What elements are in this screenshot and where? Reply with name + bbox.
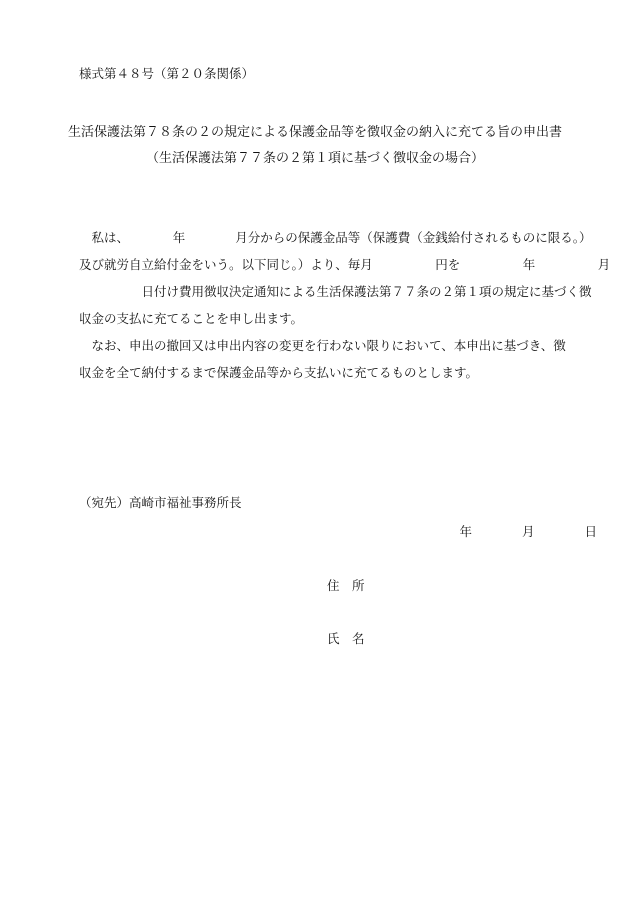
addressee: （宛先）高崎市福祉事務所長 [79, 495, 242, 510]
body-line: 及び就労自立給付金をいう。以下同じ。）より、毎月 円を 年 月 [79, 257, 611, 272]
body-line: 私は、 年 月分からの保護金品等（保護費（金銭給付されるものに限る。） [79, 230, 592, 245]
document-subtitle: （生活保護法第７７条の２第１項に基づく徴収金の場合） [145, 151, 484, 166]
body-line: 収金の支払に充てることを申し出ます。 [79, 311, 304, 326]
document-title: 生活保護法第７８条の２の規定による保護金品等を徴収金の納入に充てる旨の申出書 [67, 125, 562, 140]
body-line: なお、申出の撤回又は申出内容の変更を行わない限りにおいて、本申出に基づき、徴 [79, 338, 566, 353]
address-label: 住 所 [327, 578, 365, 593]
body-line: 収金を全て納付するまで保護金品等から支払いに充てるものとします。 [79, 365, 479, 380]
name-label: 氏 名 [327, 631, 365, 646]
date-line: 年 月 日 [459, 524, 597, 539]
form-number: 様式第４８号（第２０条関係） [79, 66, 255, 81]
body-line: 日付け費用徴収決定通知による生活保護法第７７条の２第１項の規定に基づく徴 [79, 284, 592, 299]
